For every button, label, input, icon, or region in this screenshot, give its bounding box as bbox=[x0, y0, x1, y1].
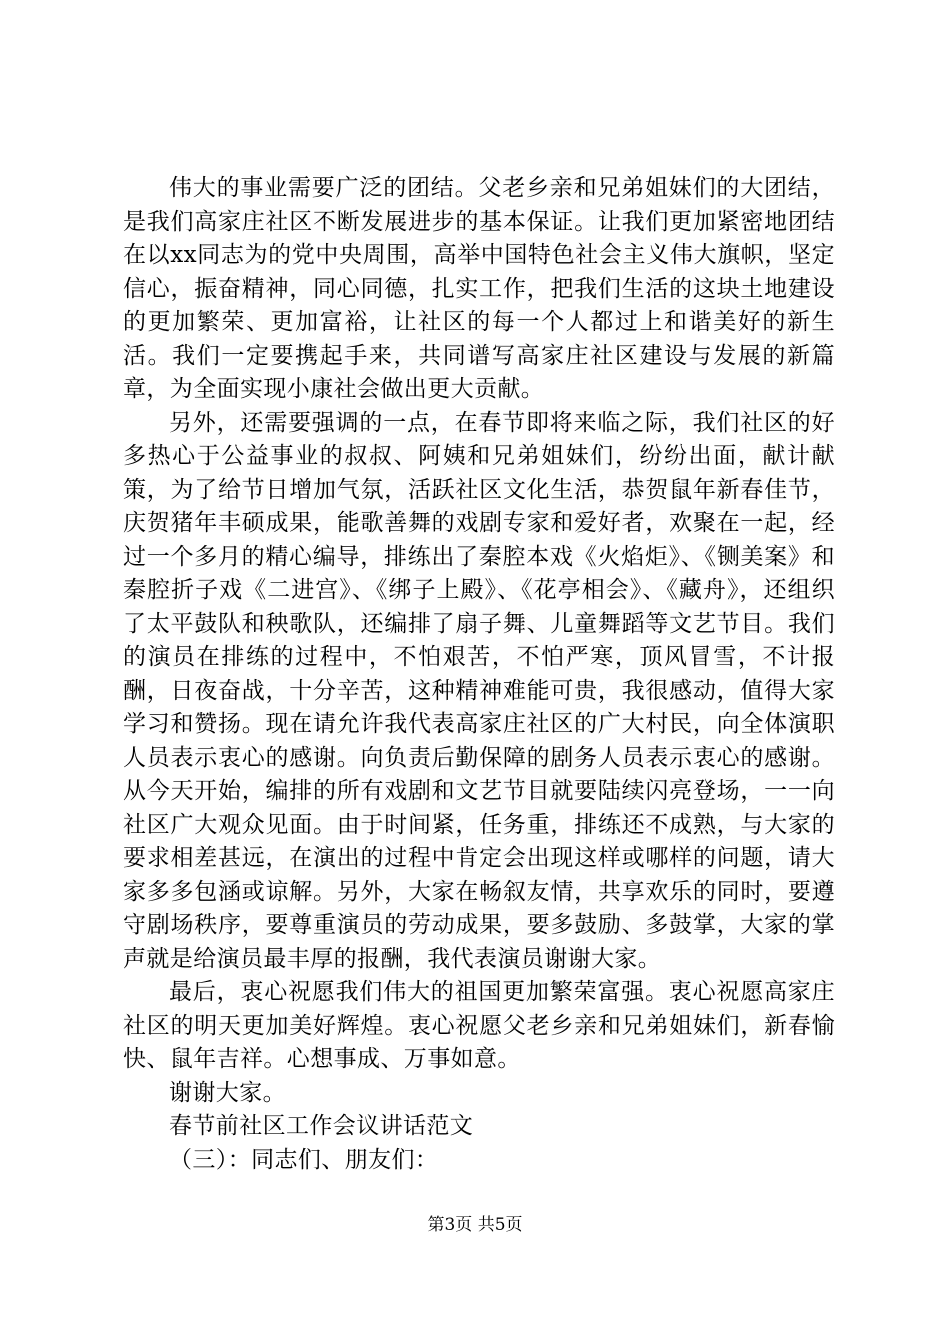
paragraph-performance: 另外，还需要强调的一点，在春节即将来临之际，我们社区的好多热心于公益事业的叔叔、阿姨和兄弟姐妹们，纷纷出面，献计献策，为了给节日增加气氛，活跃社区文化生活，恭贺鼠年新春佳节，庆贺猪年丰硕成果，能歌善舞的戏剧专家和爱好者，欢聚在一起，经过一个多月的精心编导，排练出了秦腔本戏《火焰炬》、《铡美案》和秦腔折子戏《二进宫》、《绑子上殿》、《花亭相会》、《藏舟》，还组织了太平鼓队和秧歌队，还编排了扇子舞、儿童舞蹈等文艺节目。我们的演员在排练的过程中，不怕艰苦，不怕严寒，顶风冒雪，不计报酬，日夜奋战，十分辛苦，这种精神难能可贵，我很感动，值得大家学习和赞扬。现在请允许我代表高家庄社区的广大村民，向全体演职人员表示衷心的感谢。向负责后勤保障的剧务人员表示衷心的感谢。从今天开始，编排的所有戏剧和文艺节目就要陆续闪亮登场，一一向社区广大观众见面。由于时间紧，任务重，排练还不成熟，与大家的要求相差甚远，在演出的过程中肯定会出现这样或哪样的问题，请大家多多包涵或谅解。另外，大家在畅叙友情，共享欢乐的同时，要遵守剧场秩序，要尊重演员的劳动成果，要多鼓励、多鼓掌，大家的掌声就是给演员最丰厚的报酬，我代表演员谢谢大家。 bbox=[123, 409, 835, 972]
paragraph-thanks: 谢谢大家。 bbox=[169, 1079, 286, 1106]
document-body bbox=[123, 172, 835, 1177]
section-heading: 春节前社区工作会议讲话范文 bbox=[169, 1113, 474, 1139]
page-number: 第3页 共5页 bbox=[427, 1215, 523, 1235]
paragraph-greeting: （三）：同志们、朋友们： bbox=[169, 1146, 439, 1173]
paragraph-unity: 伟大的事业需要广泛的团结。父老乡亲和兄弟姐妹们的大团结，是我们高家庄社区不断发展进步的基本保证。让我们更加紧密地团结在以xx同志为的党中央周围，高举中国特色社会主义伟大旗帜，坚定信心，振奋精神，同心同德，扎实工作，把我们生活的这块土地建设的更加繁荣、更加富裕，让社区的每一个人都过上和谐美好的新生活。我们一定要携起手来，共同谱写高家庄社区建设与发展的新篇章，为全面实现小康社会做出更大贡献。 bbox=[123, 175, 835, 402]
paragraph-wishes: 最后，衷心祝愿我们伟大的祖国更加繁荣富强。衷心祝愿高家庄社区的明天更加美好辉煌。衷心祝愿父老乡亲和兄弟姐妹们，新春愉快、鼠年吉祥。心想事成、万事如意。 bbox=[123, 979, 835, 1072]
